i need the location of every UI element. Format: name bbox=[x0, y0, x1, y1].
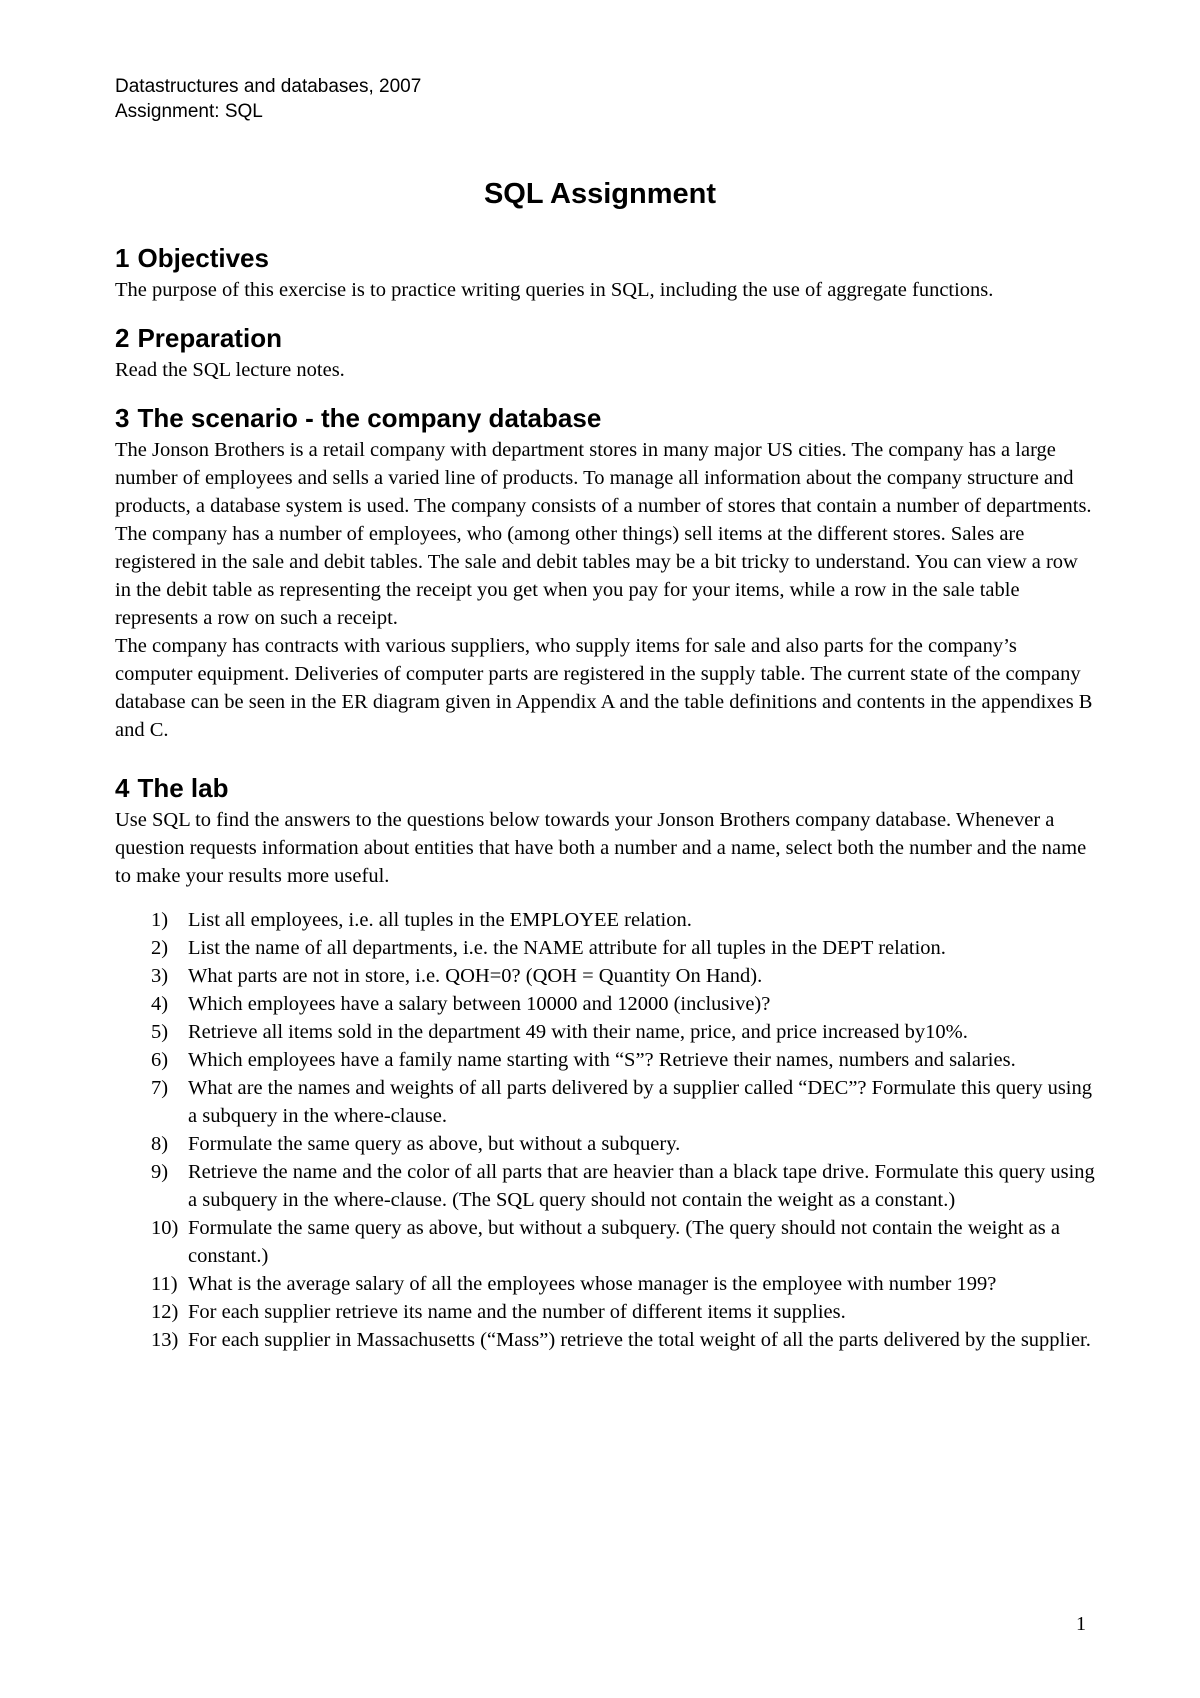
section-title: Objectives bbox=[137, 243, 269, 273]
question-item bbox=[115, 990, 1095, 1018]
question-number: 2) bbox=[151, 937, 169, 959]
question-number: 11) bbox=[151, 1273, 178, 1295]
question-text: Retrieve all items sold in the department 49 with their name, price, and price increased by10%. bbox=[188, 1021, 968, 1043]
section-heading-scenario bbox=[115, 400, 1095, 436]
question-text: Which employees have a family name starting with “S”? Retrieve their names, numbers and salaries. bbox=[188, 1049, 1016, 1071]
question-number: 5) bbox=[151, 1021, 169, 1043]
question-number: 1) bbox=[151, 909, 169, 931]
question-text: What are the names and weights of all parts delivered by a supplier called “DEC”? Formulate this query using a subquery in the where-clause. bbox=[188, 1077, 1092, 1127]
question-item bbox=[115, 1158, 1095, 1214]
question-text: Formulate the same query as above, but without a subquery. (The query should not contain the weight as a constant.) bbox=[188, 1217, 1060, 1267]
question-number: 13) bbox=[151, 1329, 179, 1351]
section-number: 1 bbox=[115, 243, 130, 273]
question-text: List the name of all departments, i.e. the NAME attribute for all tuples in the DEPT relation. bbox=[188, 937, 946, 959]
section-number: 2 bbox=[115, 323, 130, 353]
question-text: For each supplier retrieve its name and the number of different items it supplies. bbox=[188, 1301, 846, 1323]
question-item bbox=[115, 962, 1095, 990]
document-title: SQL Assignment bbox=[483, 178, 717, 210]
lab-paragraph: Use SQL to find the answers to the questions below towards your Jonson Brothers company database. Whenever a question requests information about entities that have both a number and a name, select both the number and the name to make your results more useful. bbox=[115, 809, 1087, 887]
section-heading-preparation bbox=[115, 320, 1095, 356]
question-text: What parts are not in store, i.e. QOH=0? (QOH = Quantity On Hand). bbox=[188, 965, 763, 987]
question-item bbox=[115, 934, 1095, 962]
scenario-paragraph-2: The company has contracts with various suppliers, who supply items for sale and also parts for the company’s computer equipment. Deliveries of computer parts are registered in the supply table. The current state of the company database can be seen in the ER diagram given in Appendix A and the table definitions and contents in the appendixes B and C. bbox=[115, 635, 1093, 741]
question-text: What is the average salary of all the employees whose manager is the employee with number 199? bbox=[188, 1273, 997, 1295]
question-item bbox=[115, 1018, 1095, 1046]
section-number: 3 bbox=[115, 403, 130, 433]
section-title: Preparation bbox=[137, 323, 282, 353]
section-number: 4 bbox=[115, 773, 130, 803]
page-number: 1 bbox=[1076, 1613, 1086, 1635]
document-body bbox=[115, 240, 1095, 1354]
header-course: Datastructures and databases, 2007 bbox=[115, 76, 422, 97]
section-heading-lab bbox=[115, 770, 1095, 806]
scenario-paragraph-1: The Jonson Brothers is a retail company with department stores in many major US cities. The company has a large number of employees and sells a varied line of products. To manage all information about the company structure and products, a database system is used. The company consists of a number of stores that contain a number of departments. The company has a number of employees, who (among other things) sell items at the different stores. Sales are registered in the sale and debit tables. The sale and debit tables may be a bit tricky to understand. You can view a row in the debit table as representing the receipt you get when you pay for your items, while a row in the sale table represents a row on such a receipt. bbox=[115, 439, 1092, 629]
question-item bbox=[115, 1326, 1095, 1354]
question-number: 6) bbox=[151, 1049, 169, 1071]
question-item bbox=[115, 1130, 1095, 1158]
header-assignment: Assignment: SQL bbox=[115, 101, 263, 122]
section-title: The lab bbox=[137, 773, 229, 803]
question-number: 12) bbox=[151, 1301, 179, 1323]
question-number: 8) bbox=[151, 1133, 169, 1155]
objectives-paragraph: The purpose of this exercise is to practice writing queries in SQL, including the use of aggregate functions. bbox=[115, 279, 994, 301]
preparation-paragraph: Read the SQL lecture notes. bbox=[115, 359, 345, 381]
question-item bbox=[115, 1214, 1095, 1270]
question-text: Formulate the same query as above, but without a subquery. bbox=[188, 1133, 681, 1155]
question-item bbox=[115, 906, 1095, 934]
question-item bbox=[115, 1270, 1095, 1298]
question-number: 3) bbox=[151, 965, 169, 987]
section-title: The scenario - the company database bbox=[137, 403, 602, 433]
question-item bbox=[115, 1074, 1095, 1130]
question-number: 10) bbox=[151, 1217, 179, 1239]
question-text: Which employees have a salary between 10000 and 12000 (inclusive)? bbox=[188, 993, 771, 1015]
question-text: Retrieve the name and the color of all parts that are heavier than a black tape drive. Formulate this query using a subquery in the where-clause. (The SQL query should not contain the weight as a constant.) bbox=[188, 1161, 1095, 1211]
question-text: List all employees, i.e. all tuples in the EMPLOYEE relation. bbox=[188, 909, 692, 931]
question-number: 9) bbox=[151, 1161, 169, 1183]
question-number: 7) bbox=[151, 1077, 169, 1099]
page-header bbox=[115, 74, 421, 124]
question-number: 4) bbox=[151, 993, 169, 1015]
section-heading-objectives bbox=[115, 240, 1095, 276]
question-text: For each supplier in Massachusetts (“Mass”) retrieve the total weight of all the parts delivered by the supplier. bbox=[188, 1329, 1091, 1351]
question-item bbox=[115, 1046, 1095, 1074]
question-item bbox=[115, 1298, 1095, 1326]
question-list bbox=[115, 906, 1095, 1354]
